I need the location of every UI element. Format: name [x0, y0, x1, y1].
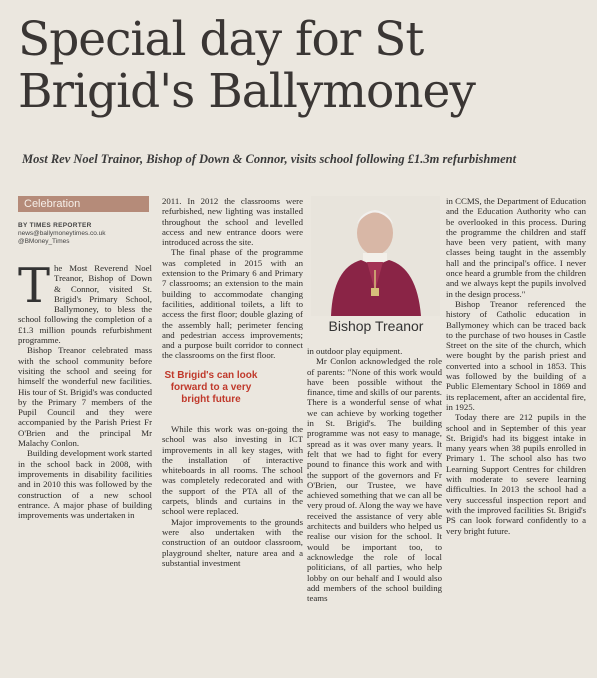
column-3	[307, 346, 442, 603]
headline: Special day for St Brigid's Ballymoney	[18, 12, 475, 119]
column-1	[18, 258, 152, 521]
byline-author: BY TIMES REPORTER	[18, 222, 92, 229]
photo-caption: Bishop Treanor	[328, 318, 424, 334]
section-tag: Celebration	[18, 196, 149, 212]
paragraph: Today there are 212 pupils in the school and in September of this year St. Brigid's had its biggest intake in many years when 38 pupils enrolled in Primary 1. The school also has two Learning Support Centres for children with moderate to severe learning difficulties. In 2013 the school had a very successful inspection report and with the improved facilities St. Brigid's PS can look forward confidently to a very bright future.	[446, 412, 586, 536]
column-4	[446, 196, 586, 536]
column-2	[162, 196, 303, 361]
drop-cap: T	[18, 258, 51, 314]
bishop-portrait-icon	[311, 196, 440, 316]
column-2-lower	[162, 424, 303, 568]
paragraph: 2011. In 2012 the classrooms were refurbished, new lighting was installed throughout the school and levelled access and new entrance doors were introduced across the site.	[162, 196, 303, 248]
standfirst: Most Rev Noel Trainor, Bishop of Down & Connor, visits school following £1.3m refurbishment	[22, 152, 517, 166]
byline	[18, 222, 153, 246]
paragraph: Bishop Treanor referenced the history of Catholic education in Ballymoney which can be traced back to the purchase of two houses in Castle Street on the site of the church, which were bought by the parish priest and converted into a school in 1853. This was followed by the building of a Public Elementary School in 1869 and its replacement, after an accidental fire, in 1925.	[446, 298, 586, 412]
paragraph: Mr Conlon acknowledged the role of parents: "None of this work would have been possible without the finance, time and skills of our parents. There is a wonderful sense of what we can achieve by working together in St. Brigid's. The building programme was not easy to manage, spread as it was over many years. It felt that we had to fight for every pound to finance this work and with the support of the governors and Fr O'Brien, our Trustee, we have achieved something that we can all be very proud of. Along the way we have received the assistance of very able architects and builders who helped us realise our vision for the school. It would be important too, to acknowledge the role of local politicians, of all parties, who help lobby on our behalf and I would also add members of the school building teams	[307, 356, 442, 604]
lead-paragraph	[18, 258, 152, 346]
paragraph: The final phase of the programme was completed in 2015 with an extension to the Primary 6 and Primary 7 classrooms; an extension to the main building to accommodate changing facilities, additional toilets, a lift to access the first floor; double glazing of the assembly hall; perimeter fencing and pedestrian access improvements; and a purpose built corridor to connect the classrooms on the first floor.	[162, 247, 303, 361]
paragraph: Major improvements to the grounds were also undertaken with the construction of an outdoor classroom, playground shelter, nature area and a substantial investment	[162, 516, 303, 568]
paragraph: Building development work started in the school back in 2008, with improvements in disability facilities and in 2010 this was followed by the construction of a new school entrance. A major phase of building improvements was undertaken in	[18, 448, 152, 521]
paragraph: in CCMS, the Department of Education and the Education Authority who can be overlooked in this process. During the programme the children and staff have been very patient, with many classes being taught in the assembly hall and the principal's office. I never once heard a grumble from the children and we always kept the pupils involved in the design process."	[446, 196, 586, 299]
bishop-photo	[311, 196, 440, 316]
paragraph: in outdoor play equipment.	[307, 346, 403, 356]
pull-quote: St Brigid's can look forward to a very bright future	[164, 370, 258, 405]
paragraph: While this work was on-going the school was also investing in ICT improvements in all key stages, with the installation of interactive whiteboards in all rooms. The school was completely redecorated and with the support of the PTA all of the carpets, blinds and curtains in the school were replaced.	[162, 424, 303, 517]
byline-twitter[interactable]: @BMoney_Times	[18, 238, 70, 245]
paragraph: Bishop Treanor celebrated mass with the school community before visiting the school and seeing for himself the wonderful new facilities. His tour of St. Brigid's was conducted by the Primary 7 members of the Pupil Council and they were accompanied by the Parish Priest Fr O'Brien and the principal Mr Malachy Conlon.	[18, 345, 152, 449]
lead-text: he Most Reverend Noel Treanor, Bishop of Down & Connor, visited St. Brigid's Primary School, Ballymoney, to bless the school following the completion of a £1.3 million pounds refurbishment programme.	[18, 263, 152, 346]
byline-email[interactable]: news@ballymoneytimes.co.uk	[18, 230, 106, 237]
